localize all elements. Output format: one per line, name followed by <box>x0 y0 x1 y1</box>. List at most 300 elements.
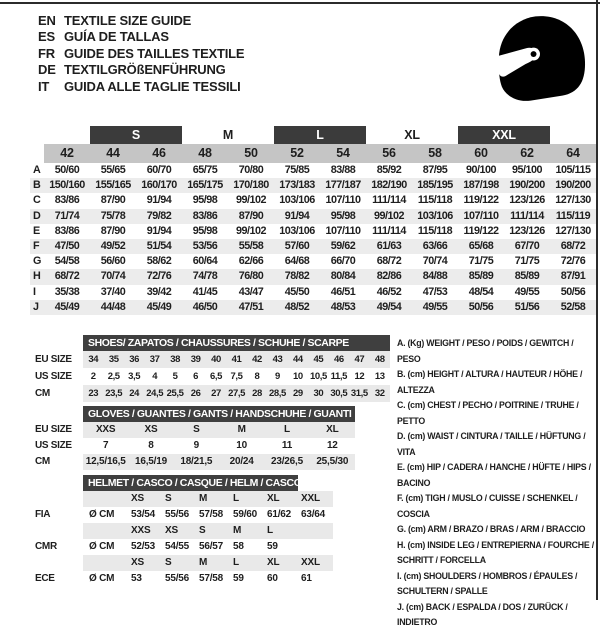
measurement-letter: G <box>33 255 42 268</box>
measurement-letter: D <box>33 209 41 222</box>
size-value: 87/95 <box>422 164 448 176</box>
size-value: 46/51 <box>330 285 356 298</box>
size-value: 91/94 <box>146 224 172 237</box>
size-value: 41/45 <box>192 285 218 298</box>
size-value: 127/130 <box>555 194 591 207</box>
size-value: 83/86 <box>54 224 80 237</box>
size-letter: XXL <box>301 493 320 504</box>
size-value: 76/80 <box>238 270 264 283</box>
size-value: 61/63 <box>376 239 402 252</box>
size-letter: L <box>233 493 239 504</box>
guide-title: TEXTILGRÖßENFÜHRUNG <box>64 62 226 78</box>
size-value: 4 <box>152 371 158 382</box>
table-title-bar: SHOES/ ZAPATOS / CHAUSSURES / SCHUHE / SCARPE <box>83 335 390 351</box>
size-value: 45/49 <box>146 300 172 313</box>
size-value: 99/102 <box>235 194 267 207</box>
size-value: 123/126 <box>509 224 545 237</box>
size-group-m: M <box>222 128 234 142</box>
row-label: EU SIZE <box>35 424 72 435</box>
size-value: 48/53 <box>330 300 356 313</box>
size-group-xl: XL <box>404 128 420 142</box>
size-row <box>30 351 390 368</box>
legend-item: F. (cm) TIGH / MUSLO / CUISSE / SCHENKEL / COSCIA <box>397 493 578 519</box>
diameter-value: 59/60 <box>233 509 258 520</box>
racing-helmet-icon <box>489 14 588 104</box>
size-value: 87/90 <box>238 209 264 222</box>
size-letter: S <box>165 557 172 568</box>
row-label: CM <box>35 456 50 467</box>
size-letter: XL <box>267 557 280 568</box>
size-value: 41 <box>231 354 242 365</box>
size-value: 46/52 <box>376 285 402 298</box>
size-value: 2 <box>90 371 96 382</box>
size-value: 95/98 <box>192 224 218 237</box>
size-value: 70/80 <box>238 164 264 176</box>
size-value: 39 <box>190 354 201 365</box>
language-row <box>38 13 244 29</box>
guide-title: GUIDA ALLE TAGLIE TESSILI <box>64 78 241 94</box>
row-values <box>83 422 355 438</box>
size-value: 165/175 <box>187 179 223 192</box>
legend-item: A. (Kg) WEIGHT / PESO / POIDS / GEWITCH / PESO <box>397 338 574 364</box>
size-value: 44/48 <box>100 300 126 313</box>
diameter-value: 56/57 <box>199 541 224 552</box>
size-value: 87/91 <box>560 270 586 283</box>
size-group-xxl: XXL <box>458 126 550 144</box>
size-value: XL <box>326 424 339 435</box>
size-value: 64/68 <box>284 255 310 268</box>
size-letter: S <box>199 525 206 536</box>
size-value: 52/58 <box>560 300 586 313</box>
legend-item: G. (cm) ARM / BRAZO / BRAS / ARM / BRACCIO <box>397 524 586 534</box>
size-value: 12 <box>354 371 365 382</box>
measurement-row <box>30 209 596 224</box>
size-letter: S <box>165 493 172 504</box>
size-value: 63/66 <box>422 239 448 252</box>
row-label <box>30 555 83 571</box>
size-value: 55/65 <box>100 164 126 176</box>
size-value: 95/98 <box>192 194 218 207</box>
size-value: 48 <box>374 354 385 365</box>
row-label: US SIZE <box>35 371 72 382</box>
size-value: 185/195 <box>417 179 453 192</box>
size-value: 50/56 <box>468 300 494 313</box>
size-value: 18/21,5 <box>180 456 213 467</box>
size-value: 87/90 <box>100 224 126 237</box>
size-value: 28 <box>252 388 262 399</box>
size-value: 177/187 <box>325 179 361 192</box>
size-value: 72/76 <box>146 270 172 283</box>
size-letter: M <box>233 525 242 536</box>
size-value: 71/75 <box>468 255 494 268</box>
size-group-blank <box>44 126 90 144</box>
size-value: 66/70 <box>330 255 356 268</box>
size-value: 85/89 <box>468 270 494 283</box>
measurement-row <box>30 300 596 315</box>
diameter-value: 59 <box>267 541 278 552</box>
size-value: 11,5 <box>330 371 348 382</box>
size-value: 2,5 <box>107 371 120 382</box>
measurement-letter: I <box>33 285 36 298</box>
diameter-value: 63/64 <box>301 509 326 520</box>
size-letter: XS <box>165 525 178 536</box>
size-letter: XXL <box>301 557 320 568</box>
row-label <box>30 491 83 507</box>
size-letter-cells <box>83 555 333 571</box>
size-value: 85/89 <box>514 270 540 283</box>
diameter-cells <box>83 571 333 587</box>
measurement-row <box>30 239 596 254</box>
size-column-header: 54 <box>336 146 350 160</box>
size-value: 47 <box>354 354 365 365</box>
size-value: 6,5 <box>210 371 223 382</box>
size-value: 12,5/16,5 <box>85 456 126 467</box>
size-value: 57/60 <box>284 239 310 252</box>
size-value: 37/40 <box>100 285 126 298</box>
size-letter: L <box>267 525 273 536</box>
table-title-bar: GLOVES / GUANTES / GANTS / HANDSCHUHE / GUANTI <box>83 406 355 422</box>
size-value: M <box>237 424 246 435</box>
size-value: 55/58 <box>238 239 264 252</box>
size-value: 119/122 <box>463 224 499 237</box>
size-value: 27 <box>211 388 221 399</box>
size-value: 190/200 <box>555 179 591 192</box>
size-value: 43/47 <box>238 285 264 298</box>
size-value: 49/54 <box>376 300 402 313</box>
size-value: 23/26,5 <box>270 456 303 467</box>
guide-title: GUIDE DES TAILLES TEXTILE <box>64 45 245 61</box>
size-value: 20/24 <box>229 456 254 467</box>
size-value: 5 <box>172 371 178 382</box>
size-value: 103/106 <box>279 194 315 207</box>
helmet-size-table <box>30 475 333 587</box>
row-values <box>83 351 390 368</box>
spacer-cell <box>83 491 129 507</box>
size-column-header: 46 <box>152 146 166 160</box>
size-letter: XS <box>131 557 144 568</box>
size-value: 45 <box>313 354 324 365</box>
size-value: 26 <box>190 388 201 399</box>
size-value: 50/56 <box>560 285 586 298</box>
textile-size-table <box>30 126 596 315</box>
size-value: 99/102 <box>235 224 267 237</box>
measurement-letter: A <box>33 164 41 176</box>
size-value: 75/78 <box>100 209 126 222</box>
size-value: 42 <box>252 354 262 365</box>
size-value: 23,5 <box>105 388 123 399</box>
size-value: 85/92 <box>376 164 402 176</box>
size-letter <box>299 523 333 539</box>
size-value: 53/56 <box>192 239 218 252</box>
size-value: 84/88 <box>422 270 448 283</box>
shoes-size-table <box>30 335 390 402</box>
size-value: 10 <box>236 440 248 451</box>
row-label: CM <box>35 388 50 399</box>
size-column-header: 48 <box>198 146 212 160</box>
size-value: 71/74 <box>54 209 80 222</box>
size-value: 170/180 <box>233 179 269 192</box>
guide-title: GUÍA DE TALLAS <box>64 29 169 45</box>
size-column-header: 62 <box>520 146 534 160</box>
size-column-header: 64 <box>566 146 580 160</box>
standard-label: FIA <box>35 509 51 520</box>
language-code: ES <box>38 29 55 45</box>
size-value: 16,5/19 <box>135 456 167 467</box>
size-value: 44 <box>293 354 303 365</box>
size-value: 65/68 <box>468 239 494 252</box>
language-code: EN <box>38 13 56 28</box>
size-value: 30,5 <box>330 388 348 399</box>
size-value: 95/98 <box>330 209 356 222</box>
size-value: 37 <box>149 354 160 365</box>
language-code: IT <box>38 78 50 94</box>
language-row <box>38 62 244 78</box>
measurement-row <box>30 193 596 208</box>
size-value: 8 <box>148 440 154 451</box>
size-column-header: 50 <box>244 146 258 160</box>
size-value: 13 <box>374 371 385 382</box>
diameter-cells <box>83 507 333 523</box>
measurement-row <box>30 224 596 239</box>
size-value: 35/38 <box>54 285 80 298</box>
numeric-size-header-row <box>44 144 596 163</box>
size-value: 47/53 <box>422 285 448 298</box>
size-value: XXS <box>95 424 116 435</box>
diameter-label: Ø CM <box>89 573 115 584</box>
diameter-value: 61 <box>301 573 312 584</box>
size-value: 49/55 <box>514 285 540 298</box>
language-title-list <box>38 13 244 95</box>
size-value: 70/74 <box>100 270 126 283</box>
size-value: 83/88 <box>330 164 356 176</box>
size-letter: XL <box>267 493 280 504</box>
size-value: 6 <box>193 371 199 382</box>
size-value: 127/130 <box>555 224 591 237</box>
size-value: 27,5 <box>228 388 245 399</box>
spacer-cell <box>83 523 129 539</box>
measurement-row <box>30 269 596 284</box>
measurement-legend <box>397 336 597 631</box>
language-code: DE <box>38 62 56 78</box>
size-value: 115/118 <box>417 224 453 237</box>
size-value: 45/49 <box>54 300 80 313</box>
size-value: S <box>193 424 200 435</box>
size-value: 68/72 <box>54 270 80 283</box>
diameter-value: 60 <box>267 573 278 584</box>
size-row <box>30 422 355 438</box>
size-letter-header-row <box>44 126 596 144</box>
size-value: 74/78 <box>192 270 218 283</box>
size-value: 34 <box>88 354 99 365</box>
size-value: 36 <box>129 354 140 365</box>
standard-label: CMR <box>35 541 57 552</box>
size-value: 87/90 <box>100 194 126 207</box>
helmet-size-letter-row <box>30 491 333 507</box>
row-values <box>83 385 390 402</box>
size-value: 25,5 <box>166 388 184 399</box>
guide-title: TEXTILE SIZE GUIDE <box>64 13 192 28</box>
size-value: 90/100 <box>465 164 497 176</box>
size-value: 12 <box>326 440 338 451</box>
size-value: 51/54 <box>146 239 172 252</box>
size-value: 103/106 <box>279 224 315 237</box>
size-value: 62/66 <box>238 255 264 268</box>
size-value: 182/190 <box>371 179 407 192</box>
size-column-header: 60 <box>474 146 488 160</box>
row-label: EU SIZE <box>35 354 72 365</box>
size-value: XS <box>144 424 158 435</box>
size-value: 38 <box>170 354 180 365</box>
diameter-value: 55/56 <box>165 573 190 584</box>
size-value: 9 <box>193 440 199 451</box>
row-values <box>83 454 355 470</box>
size-value: 49/55 <box>422 300 448 313</box>
size-letter: XS <box>131 493 144 504</box>
size-letter: M <box>199 493 208 504</box>
size-row <box>30 368 390 385</box>
size-letter: M <box>199 557 208 568</box>
diameter-value: 61/62 <box>267 509 292 520</box>
size-value: 50/60 <box>54 164 80 176</box>
diameter-cells <box>83 539 333 555</box>
size-value: 111/114 <box>372 194 406 207</box>
size-value: 25,5/30 <box>316 456 349 467</box>
size-value: 68/72 <box>560 239 586 252</box>
helmet-value-row <box>30 507 333 523</box>
size-value: 187/198 <box>463 179 499 192</box>
size-value: 82/86 <box>376 270 402 283</box>
size-row <box>30 454 355 470</box>
size-value: 107/110 <box>325 224 361 237</box>
size-column-header: 52 <box>290 146 304 160</box>
size-value: 48/52 <box>284 300 310 313</box>
size-value: 10 <box>293 371 303 382</box>
size-value: 75/85 <box>284 164 310 176</box>
size-value: 79/82 <box>146 209 172 222</box>
size-value: 115/118 <box>417 194 453 207</box>
row-values <box>83 438 355 454</box>
size-value: 107/110 <box>325 194 361 207</box>
size-value: 190/200 <box>509 179 545 192</box>
size-value: 111/114 <box>510 209 544 222</box>
size-value: 155/165 <box>95 179 131 192</box>
size-value: 111/114 <box>372 224 406 237</box>
diameter-value: 53/54 <box>131 509 156 520</box>
size-column-header: 58 <box>428 146 442 160</box>
legend-item: J. (cm) BACK / ESPALDA / DOS / ZURÜCK / INDIETRO <box>397 601 568 627</box>
size-value: 107/110 <box>463 209 499 222</box>
measurement-letter: H <box>33 270 41 283</box>
measurement-letter: E <box>33 224 41 237</box>
size-value: 39/42 <box>146 285 172 298</box>
size-value: 11 <box>281 440 293 451</box>
size-value: 49/52 <box>100 239 126 252</box>
size-value: 51/56 <box>514 300 540 313</box>
measurement-row <box>30 285 596 300</box>
size-value: 65/75 <box>192 164 218 176</box>
size-letter: XXS <box>131 525 151 536</box>
size-value: 83/86 <box>54 194 80 207</box>
size-row <box>30 438 355 454</box>
diameter-value: 57/58 <box>199 509 224 520</box>
size-value: 43 <box>272 354 283 365</box>
measurement-row <box>30 178 596 193</box>
measurement-letter: C <box>33 194 41 207</box>
size-value: 105/115 <box>555 164 591 176</box>
size-value: 23 <box>88 388 99 399</box>
size-value: 103/106 <box>417 209 453 222</box>
helmet-size-letter-row <box>30 555 333 571</box>
row-values <box>83 368 390 385</box>
diameter-value: 58 <box>233 541 244 552</box>
measurement-letter: J <box>33 300 40 313</box>
size-value: 32 <box>374 388 385 399</box>
size-column-header: 44 <box>106 146 120 160</box>
size-value: 99/102 <box>373 209 405 222</box>
legend-item: B. (cm) HEIGHT / ALTURA / HAUTEUR / HÖHE / ALTEZZA <box>397 369 583 395</box>
size-value: 173/183 <box>279 179 315 192</box>
size-value: 28,5 <box>269 388 286 399</box>
size-value: 71/75 <box>514 255 540 268</box>
size-value: 40 <box>211 354 221 365</box>
diameter-value: 59 <box>233 573 244 584</box>
size-value: 45/50 <box>284 285 310 298</box>
size-value: 31,5 <box>350 388 368 399</box>
size-value: 24 <box>129 388 140 399</box>
legend-item: C. (cm) CHEST / PECHO / POITRINE / TRUHE / PETTO <box>397 400 579 426</box>
legend-item: E. (cm) HIP / CADERA / HANCHE / HÜFTE / HIPS / BACINO <box>397 462 591 488</box>
size-group-l: L <box>274 126 366 144</box>
size-value: 72/76 <box>560 255 586 268</box>
size-value: 48/54 <box>468 285 494 298</box>
size-value: 54/58 <box>54 255 80 268</box>
size-column-header: 56 <box>382 146 396 160</box>
size-value: 115/119 <box>555 209 591 222</box>
size-value: 60/64 <box>192 255 218 268</box>
size-value: 56/60 <box>100 255 126 268</box>
size-value: 91/94 <box>284 209 310 222</box>
size-value: 67/70 <box>514 239 540 252</box>
measurement-row <box>30 254 596 269</box>
size-value: 8 <box>254 371 260 382</box>
legend-item: I. (cm) SHOULDERS / HOMBROS / ÉPAULES / SCHULTERN / SPALLE <box>397 570 578 596</box>
size-group-s: S <box>90 126 182 144</box>
size-letter-cells <box>83 523 333 539</box>
language-row <box>38 79 244 95</box>
size-row <box>30 385 390 402</box>
helmet-value-row <box>30 571 333 587</box>
size-value: 83/86 <box>192 209 218 222</box>
diameter-value: 52/53 <box>131 541 156 552</box>
size-letter-cells <box>83 491 333 507</box>
size-value: 59/62 <box>330 239 356 252</box>
size-value: 24,5 <box>146 388 164 399</box>
diameter-value: 57/58 <box>199 573 224 584</box>
size-value: 70/74 <box>422 255 448 268</box>
size-value: 60/70 <box>146 164 172 176</box>
diameter-value: 54/55 <box>165 541 190 552</box>
diameter-value: 53 <box>131 573 142 584</box>
size-group-blank <box>550 126 596 144</box>
measurement-row <box>30 163 596 178</box>
legend-item: D. (cm) WAIST / CINTURA / TAILLE / HÜFTUNG / VITA <box>397 431 586 457</box>
row-label: US SIZE <box>35 440 72 451</box>
language-row <box>38 29 244 45</box>
size-value: 95/100 <box>511 164 543 176</box>
size-value: 7,5 <box>230 371 243 382</box>
size-value: L <box>284 424 290 435</box>
gloves-size-table <box>30 406 355 470</box>
